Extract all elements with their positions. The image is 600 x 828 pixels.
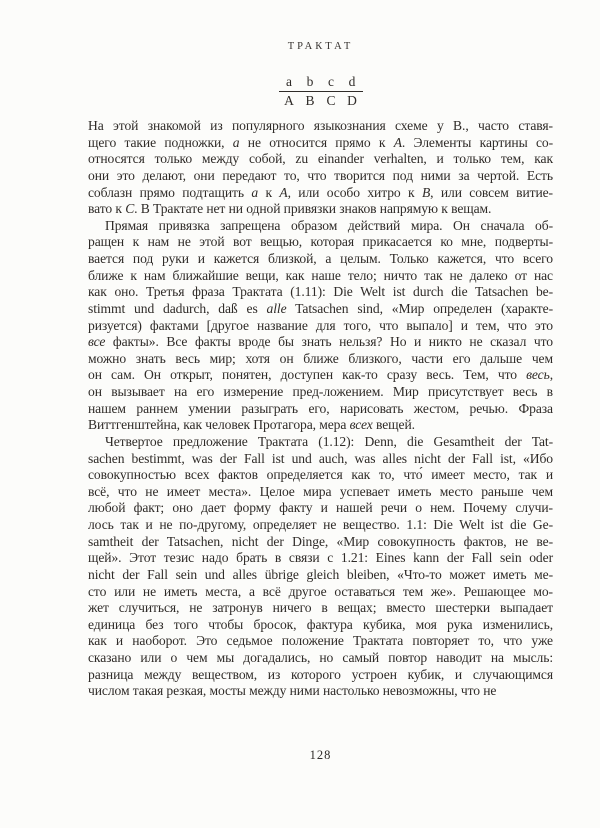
denominator-letter: C: [326, 93, 336, 108]
text-line: лось так и не по-другому, определяет не вещество. 1.1: Die Welt ist die Ge-: [88, 517, 553, 532]
text-line: сто или не иметь места, а всё другое оставаться тем же». Решающее мо-: [88, 583, 553, 599]
text-line: вато к C. В Трактате нет ни одной привязки знаков напрямую к вещам.: [88, 201, 492, 217]
text-line: разница между веществом, из которого устроен кубик, и случающимся: [88, 666, 553, 682]
denominator-letter: B: [305, 93, 315, 108]
paragraph: [88, 218, 553, 434]
text-line: stimmt und dadurch, daß es alle Tatsachen sind, «Мир определен (характе-: [88, 300, 553, 316]
text-line: как и наоборот. Это седьмое положение Трактата повторяет то, что уже: [88, 633, 553, 649]
denominator-letter: D: [347, 93, 357, 108]
running-head: ТРАКТАТ: [287, 41, 354, 52]
text-line: На этой знакомой из популярного языкознания схеме у В., часто ставя-: [88, 118, 553, 133]
page-number: 128: [309, 748, 332, 762]
text-line: samtheit der Tatsachen, nicht der Dinge, «Мир совокупность фактов, не ве-: [88, 533, 553, 549]
text-line: sachen bestimmt, was der Fall ist und auch, was alles nicht der Fall ist, «Ибо: [88, 450, 553, 466]
text-line: он сам. Он открыт, понятен, доступен как-то сразу весь. Тем, что весь,: [88, 367, 553, 383]
fraction-numerator: [279, 74, 363, 90]
numerator-letter: b: [306, 74, 314, 89]
numerator-letter: d: [348, 74, 356, 89]
text-line: щего такие подножки, a не относится прямо к A. Элементы картины со-: [88, 134, 553, 150]
fraction-bar: [279, 91, 363, 92]
text-line: он вызывает на его измерение пред-ложением. Мир присутствует весь в: [88, 384, 553, 399]
paragraph: [88, 118, 553, 218]
fraction: [279, 74, 363, 109]
text-line: ближе к нам ближайшие вещи, как наше тело; ничто так не далеко от нас: [88, 267, 553, 283]
text-line: совокупностью всех фактов определяется как то, что́ имеет место, так и: [88, 467, 553, 483]
text-line: ризуется) фактами [другое название для того, что выпало] и тем, что это: [88, 317, 553, 333]
numerator-letter: a: [286, 74, 292, 89]
text-line: Прямая привязка запрещена образом действий мира. Он сначала об-: [105, 217, 553, 233]
paragraph: [88, 434, 553, 700]
text-line: можно знать весь мир; хотя он ближе близкого, части его дальше чем: [88, 350, 553, 366]
text-line: числом такая резкая, мосты между ними настолько невозможны, что не: [88, 683, 497, 699]
text-line: единица без того чтобы бросок, фактура кубика, моя рука изменились,: [88, 616, 553, 632]
text-line: жет случиться, не затронув ничего в вещах; вместо шестерки выпадает: [88, 600, 553, 616]
text-line: как оно. Третья фраза Трактата (1.11): Die Welt ist durch die Tatsachen be-: [88, 284, 553, 300]
text-line: любой факт; оно дает форму факту и нашей речи о нем. Почему случи-: [88, 500, 553, 516]
text-line: всё, что не имеет места». Целое мира успевает иметь место раньше чем: [88, 483, 553, 499]
text-line: ращен к нам не этой вот вещью, которая прикасается ко мне, подверты-: [88, 234, 553, 250]
text-line: нашем раннем умении разыграть его, нарисовать жестом, речью. Фраза: [88, 400, 553, 416]
text-line: Виттгенштейна, как человек Протагора, мера всех вещей.: [88, 417, 415, 433]
text-line: относятся только между собой, zu einander verhalten, и только тем, как: [88, 151, 553, 167]
text-line: они это делают, они передают то, что творится под ними за чертой. Есть: [88, 167, 553, 183]
fraction-denominator: [279, 93, 363, 109]
text-line: Четвертое предложение Трактата (1.12): Denn, die Gesamtheit der Tat-: [105, 433, 553, 449]
numerator-letter: c: [328, 74, 334, 89]
text-line: все факты». Все факты вроде бы знать нельзя? Но и никто не сказал что: [88, 334, 553, 350]
body-text: [88, 118, 553, 700]
text-line: вается под руки и кажется близкой, а целым. Только кажется, что всего: [88, 251, 553, 266]
text-line: nicht der Fall sein und alles übrige gleich bleiben, «Что-то может иметь ме-: [88, 566, 553, 582]
text-line: соблазн прямо подтащить a к A, или особо хитро к B, или совсем витие-: [88, 184, 553, 200]
text-line: щей». Этот тезис надо брать в связи с 1.21: Eines kann der Fall sein oder: [88, 550, 553, 566]
text-line: сказано или о чем мы догадались, но самый повтор наводит на мысль:: [88, 650, 553, 665]
fraction-diagram: [88, 74, 553, 109]
denominator-letter: A: [284, 93, 294, 108]
